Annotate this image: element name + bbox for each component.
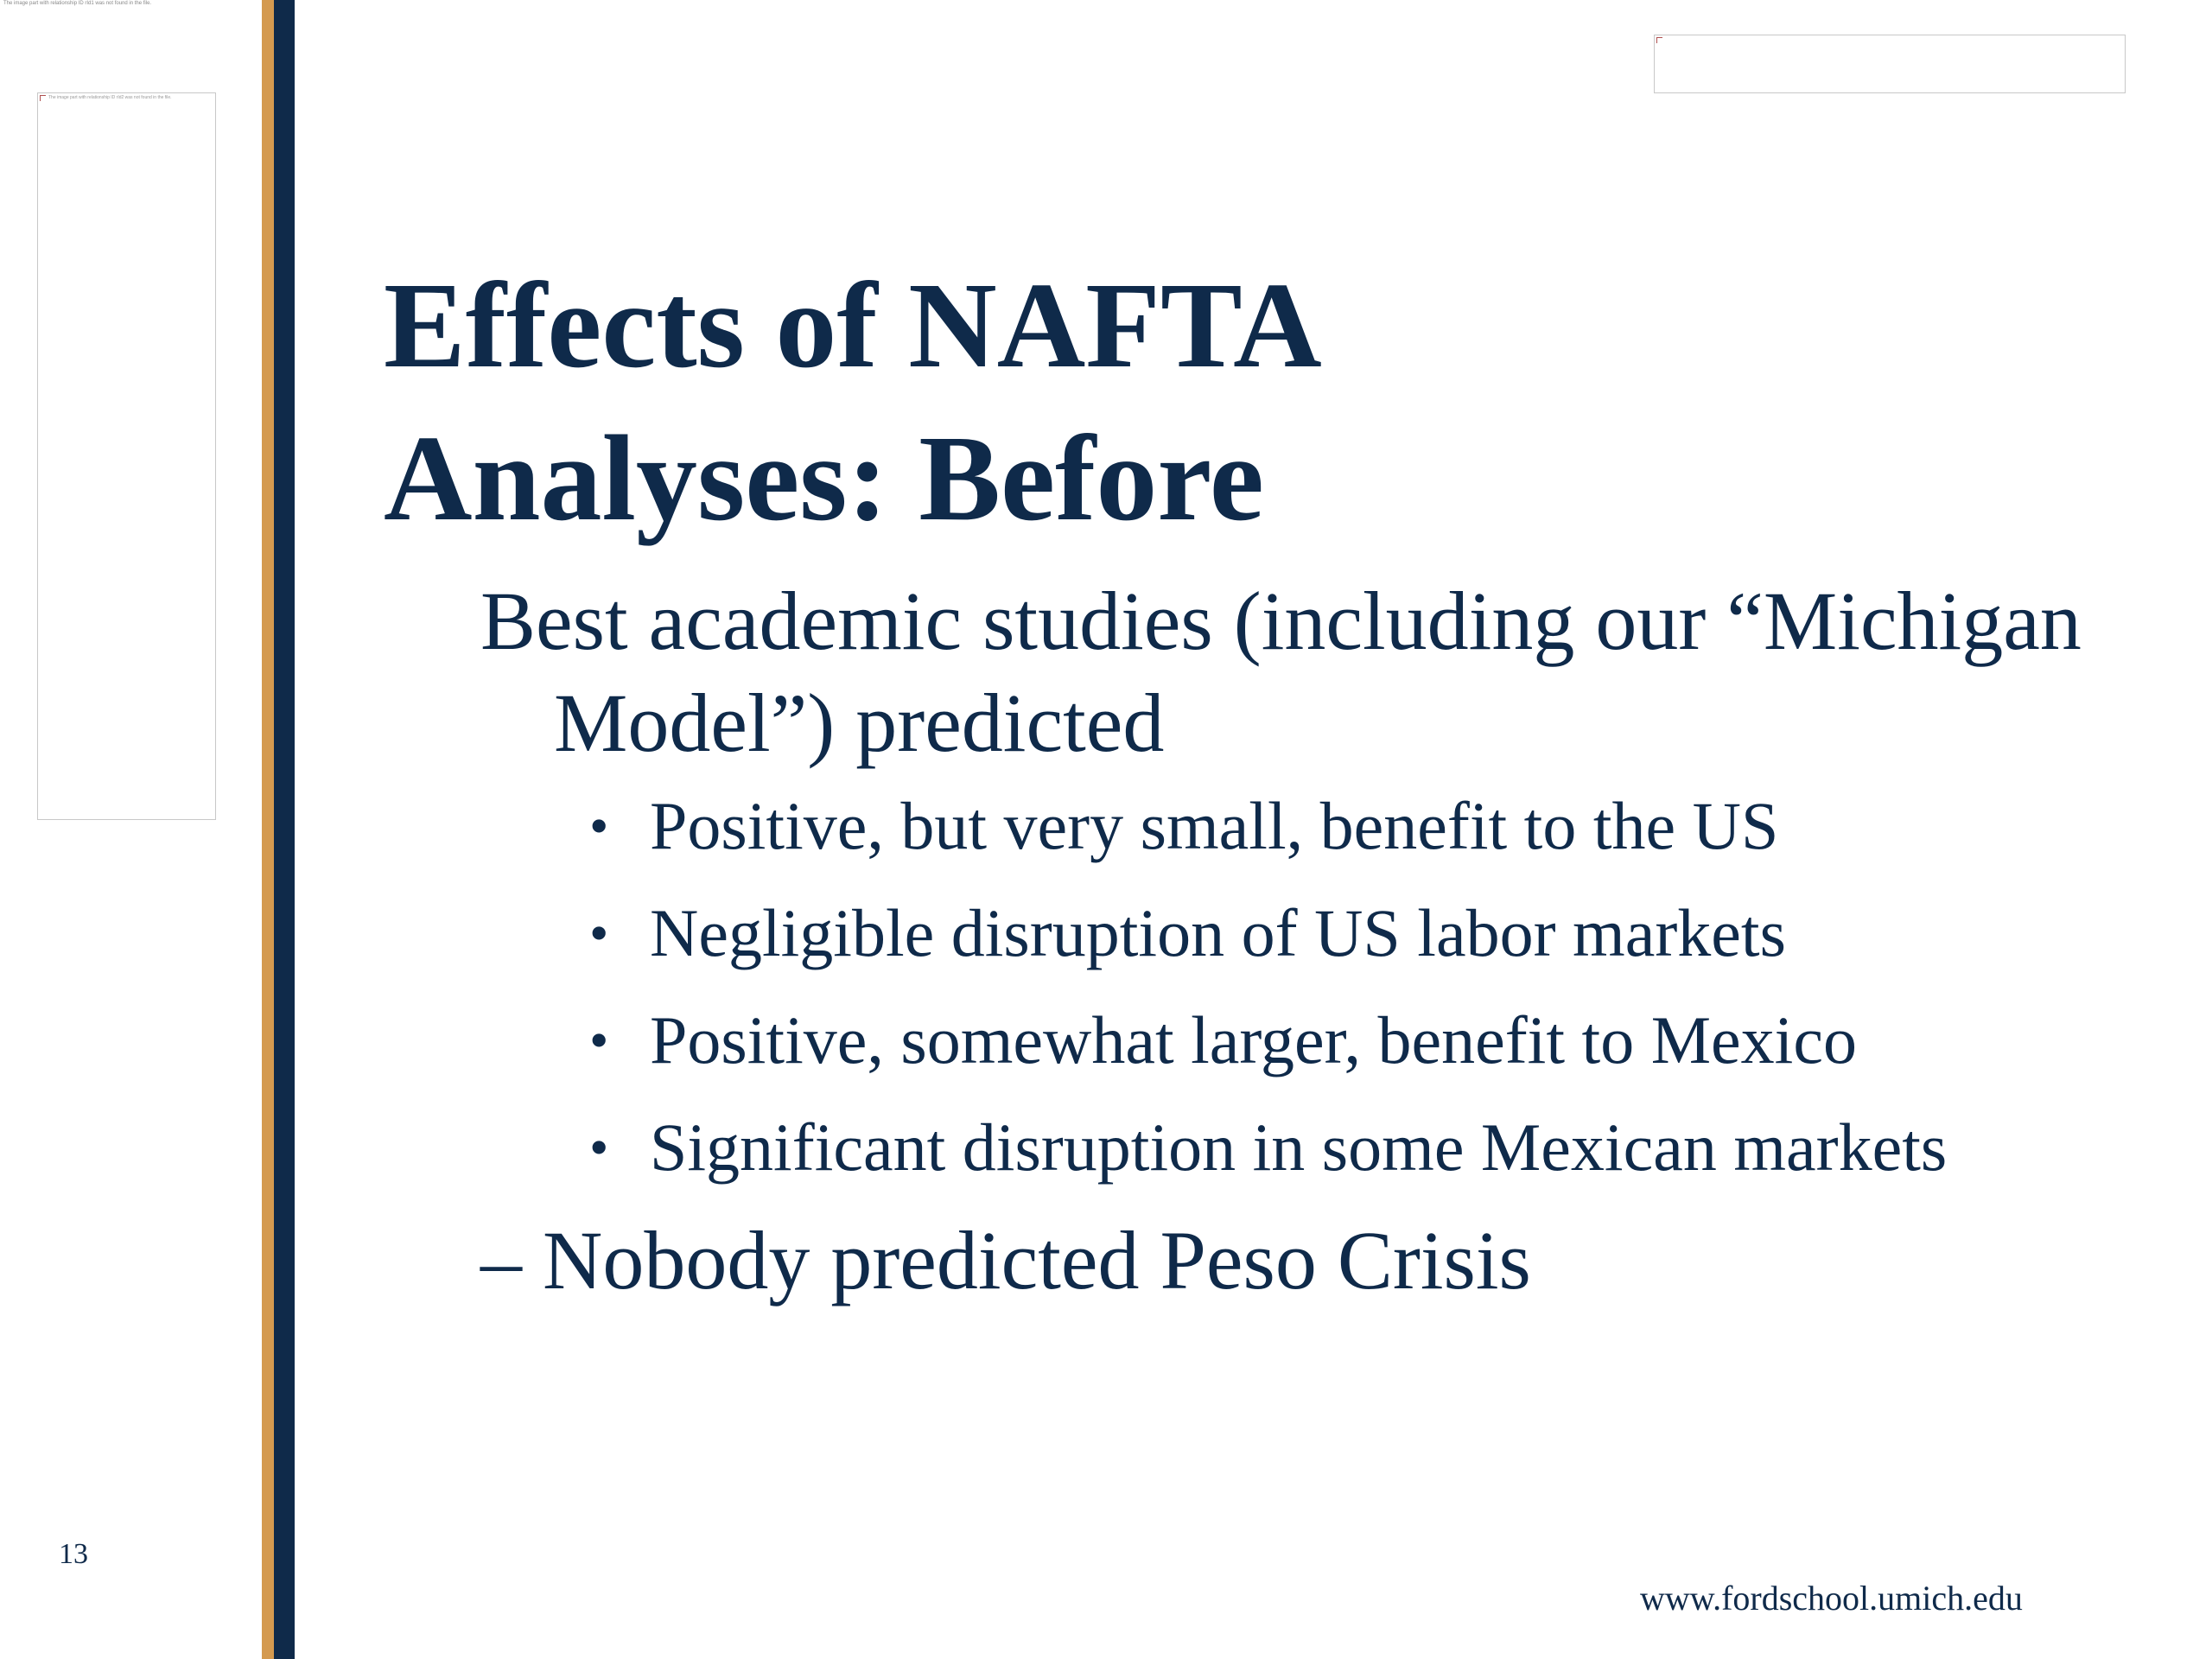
bullet-item (589, 888, 2122, 978)
bullet-text: Positive, but very small, benefit to the US (650, 788, 1779, 863)
bullet-list (480, 781, 2122, 1192)
bullet-dot-icon: • (589, 795, 609, 856)
top-right-image-placeholder (1654, 35, 2126, 93)
closing-point: – Nobody predicted Peso Crisis (480, 1214, 1531, 1306)
navy-stripe (274, 0, 295, 1659)
title-line-2: Analyses: Before (384, 410, 1264, 546)
bullet-dot-icon: • (589, 1116, 609, 1178)
left-image-placeholder (37, 92, 216, 820)
broken-image-icon (1656, 37, 1662, 43)
bullet-dot-icon: • (589, 1009, 609, 1071)
bullet-text: Negligible disruption of US labor markets (650, 895, 1786, 970)
slide-body (480, 570, 2122, 1312)
footer-url: www.fordschool.umich.edu (1640, 1579, 2023, 1618)
intro-paragraph: Best academic studies (including our “Michigan Model”) predicted (480, 575, 2082, 769)
bullet-text: Significant disruption in some Mexican markets (650, 1109, 1948, 1185)
slide-number: 13 (59, 1538, 88, 1570)
title-line-1: Effects of NAFTA (384, 257, 1322, 393)
slide-title (384, 249, 1593, 555)
placeholder-note: The image part with relationship ID rId2 was not found in the file. (48, 95, 172, 100)
bullet-item (589, 995, 2122, 1085)
bullet-text: Positive, somewhat larger, benefit to Mexico (650, 1002, 1857, 1077)
gold-stripe (262, 0, 274, 1659)
missing-image-note: The image part with relationship ID rId1 was not found in the file. (3, 1, 152, 6)
broken-image-icon (40, 95, 46, 101)
bullet-dot-icon: • (589, 902, 609, 963)
bullet-item (589, 781, 2122, 871)
bullet-item (589, 1103, 2122, 1192)
